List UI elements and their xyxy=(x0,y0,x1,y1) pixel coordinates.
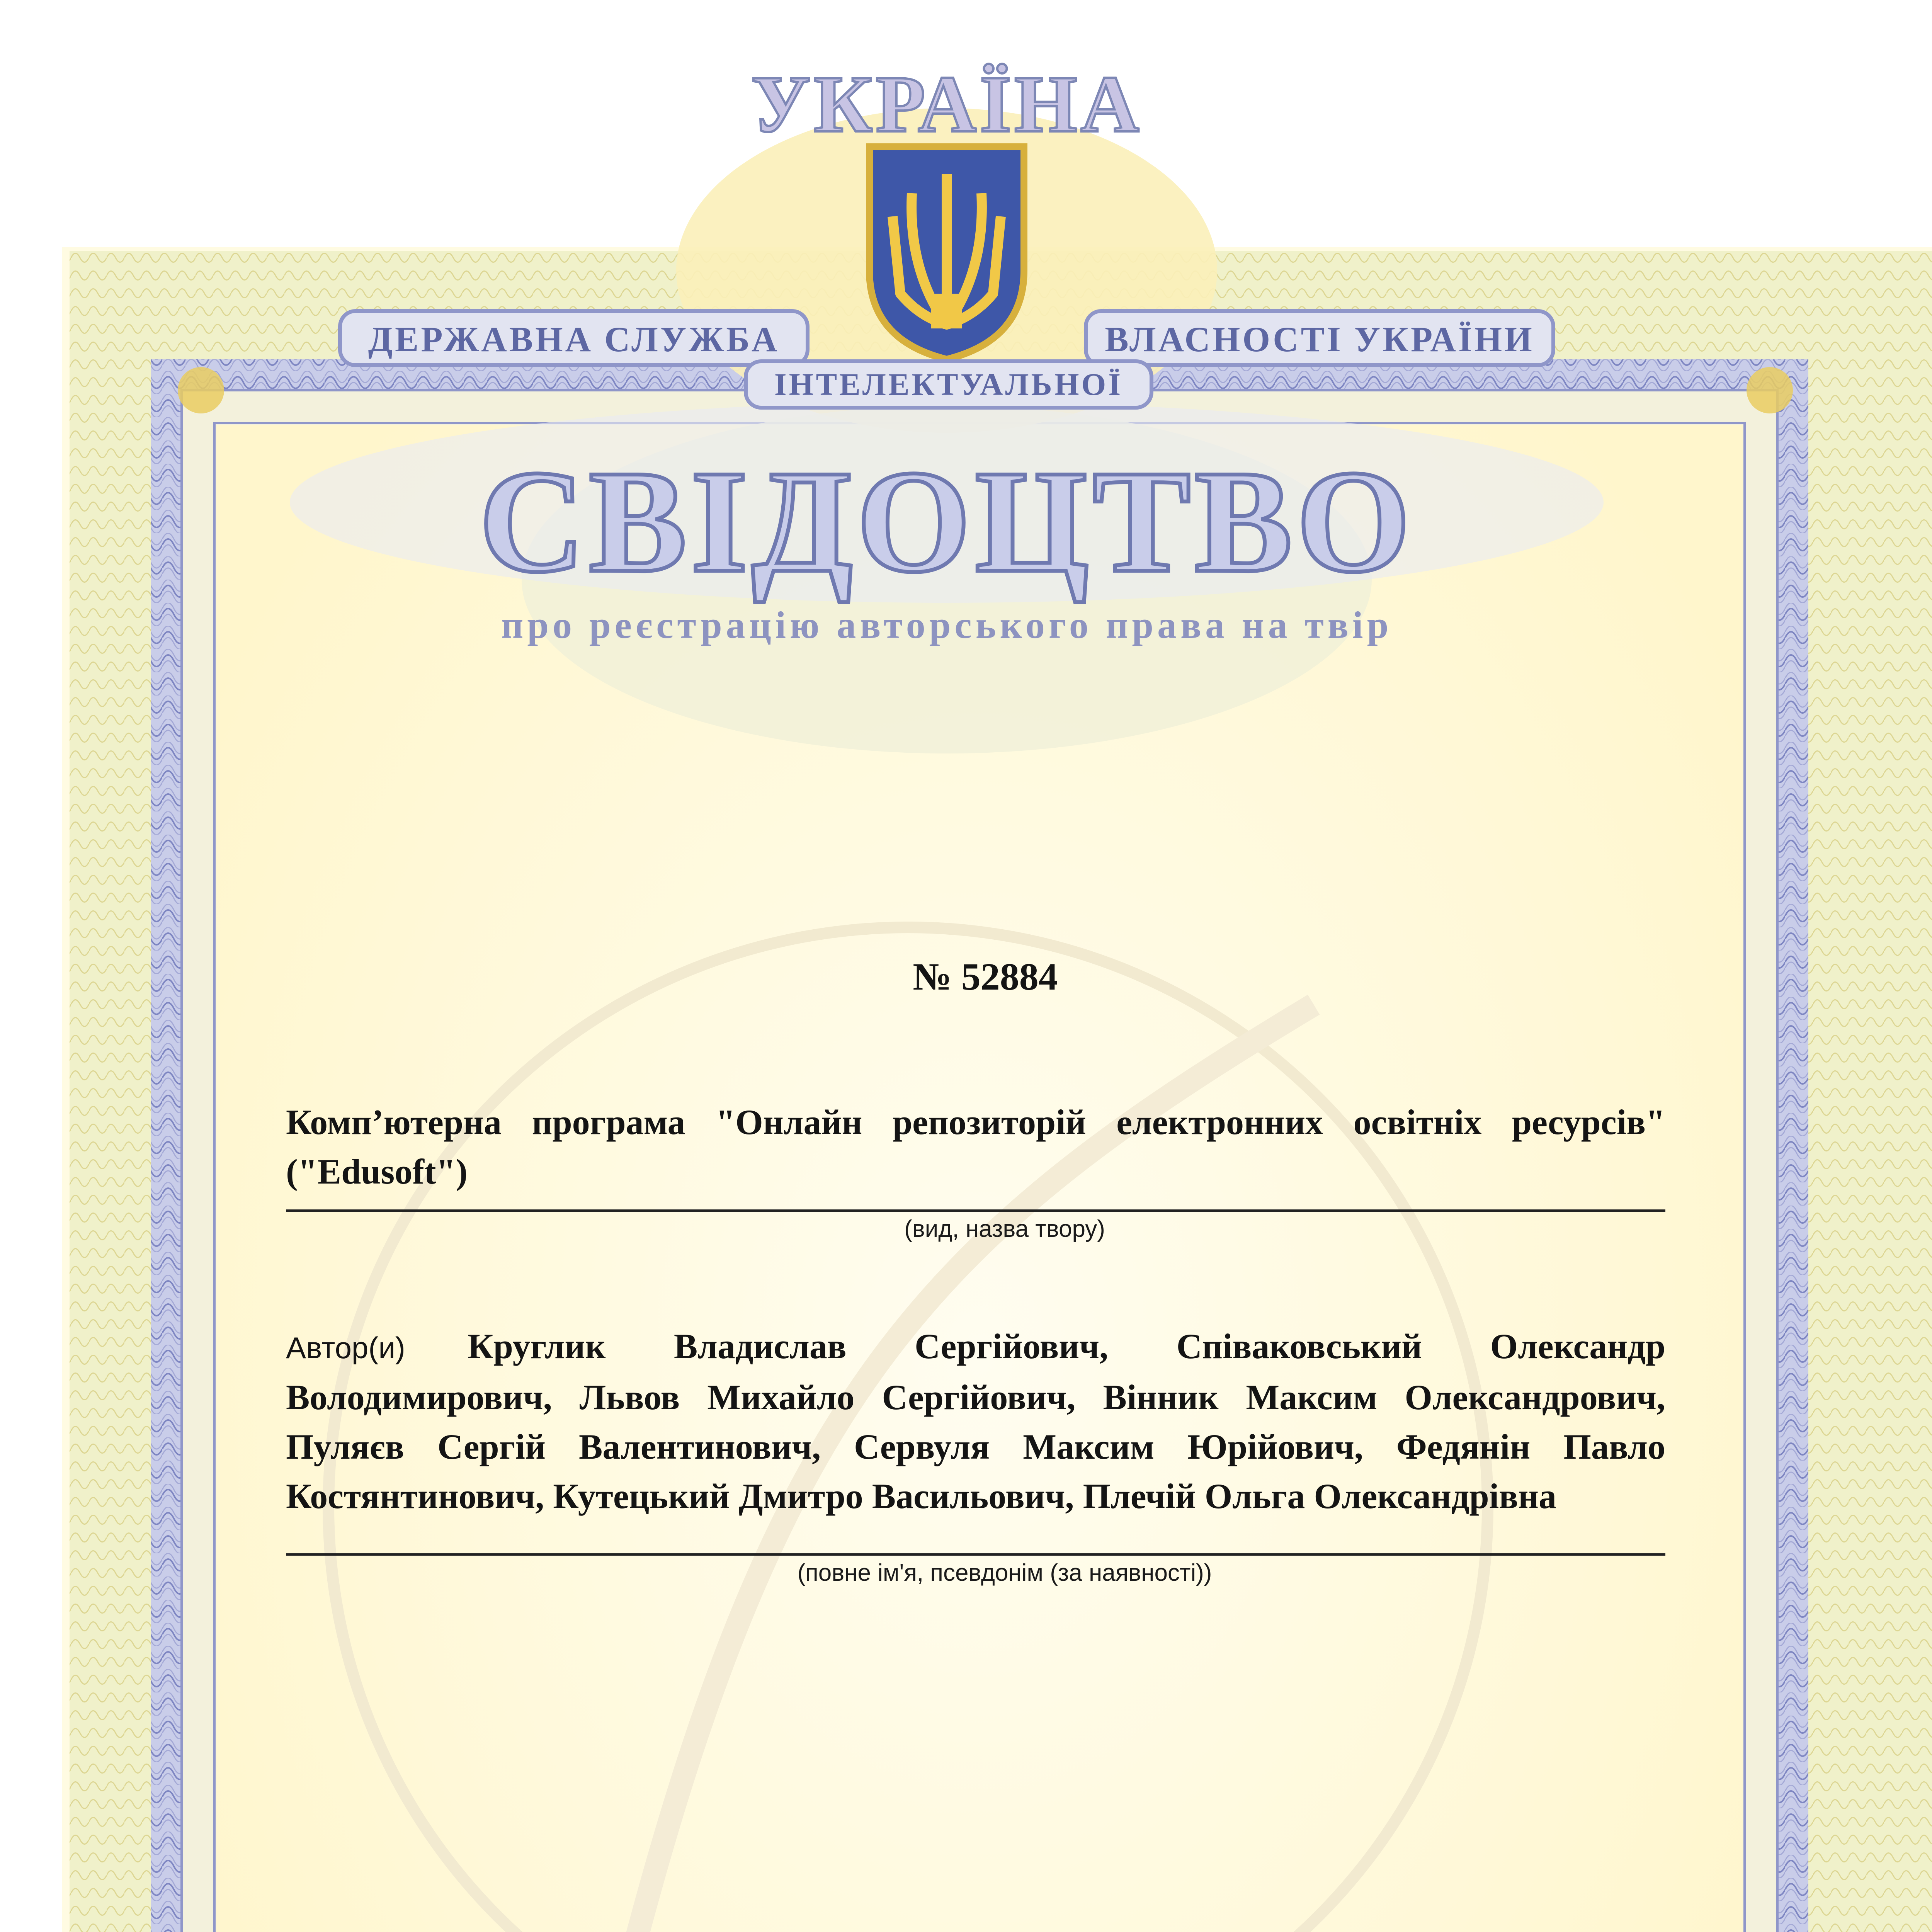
authors-caption: (повне ім'я, псевдонім (за наявності)) xyxy=(797,1560,1212,1586)
work-title-caption: (вид, назва твору) xyxy=(904,1216,1105,1242)
work-title-underline xyxy=(286,1209,1665,1212)
authors-names: Круглик Владислав Сергійович, Співаковський Олександр Володимирович, Львов Михайло Сергійович, Вінник Максим Олександрович, Пуляєв Сергій Валентинович, Сервуля Максим Юрійович, Федянін Павло Костянтинович, Кутецький Дмитро Васильович, Плечій Ольга Олександрівна xyxy=(286,1327,1665,1516)
authors-block xyxy=(286,1321,1665,1521)
agency-name-left: ДЕРЖАВНА СЛУЖБА xyxy=(368,320,780,359)
work-title: Комп’ютерна програма "Онлайн репозиторій електронних освітніх ресурсів" ("Edusoft") xyxy=(286,1102,1665,1191)
certificate-title: СВІДОЦТВО xyxy=(479,440,1415,603)
certificate-subtitle: про реєстрацію авторського права на твір xyxy=(501,604,1393,646)
agency-name-right: ВЛАСНОСТІ УКРАЇНИ xyxy=(1105,320,1534,359)
certificate-number: № 52884 xyxy=(913,955,1058,998)
agency-name-middle: ІНТЕЛЕКТУАЛЬНОЇ xyxy=(774,367,1123,402)
coat-of-arms-icon xyxy=(869,147,1024,359)
authors-underline xyxy=(286,1553,1665,1556)
authors-label: Автор(и) xyxy=(286,1331,405,1365)
country-title: УКРАЇНА xyxy=(751,60,1143,149)
